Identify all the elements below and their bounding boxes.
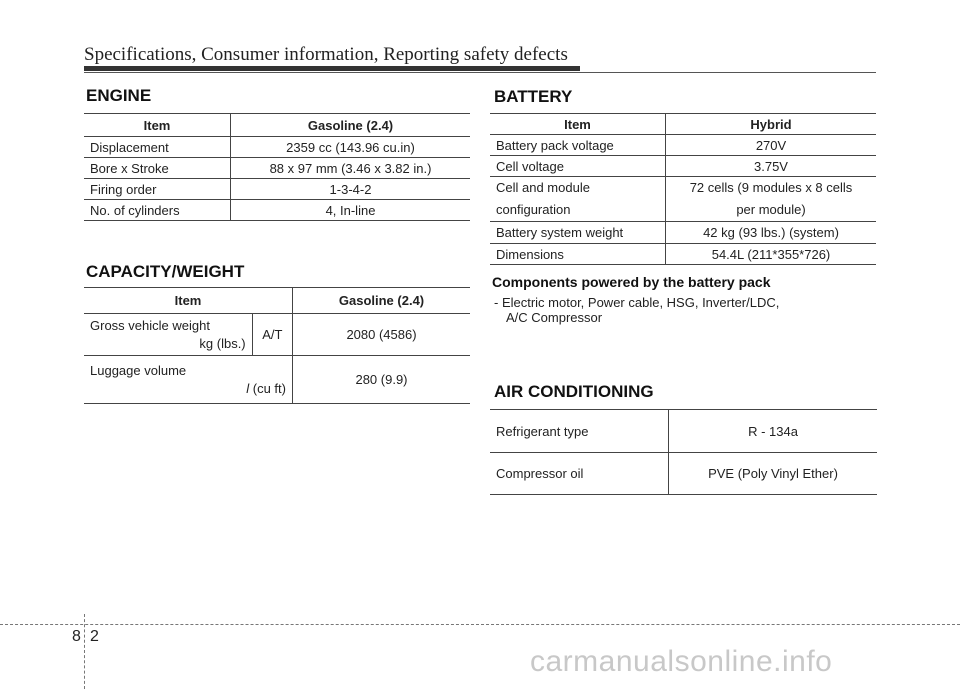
header-rule	[84, 72, 876, 73]
battery-item: Battery pack voltage	[490, 135, 666, 156]
gross-weight-unit: kg (lbs.)	[199, 335, 246, 351]
components-body	[494, 295, 779, 325]
table-row	[490, 244, 876, 265]
components-line: - Electric motor, Power cable, HSG, Inverter/LDC,	[494, 295, 780, 310]
engine-value: 1-3-4-2	[231, 179, 471, 200]
engine-item: Displacement	[84, 137, 231, 158]
battery-item: Dimensions	[490, 244, 666, 265]
page-number: 2	[90, 628, 99, 645]
engine-table	[84, 113, 470, 221]
ac-item: Refrigerant type	[490, 410, 669, 453]
table-row	[490, 222, 876, 244]
luggage-volume-cell	[84, 356, 293, 404]
battery-value-line: 72 cells (9 modules x 8 cells	[689, 180, 853, 195]
battery-value: 270V	[666, 135, 877, 156]
table-row	[84, 158, 470, 179]
battery-item: Battery system weight	[490, 222, 666, 244]
ac-value: PVE (Poly Vinyl Ether)	[669, 453, 878, 495]
ac-table	[490, 409, 877, 495]
table-row	[490, 453, 877, 495]
table-row	[84, 356, 470, 404]
battery-item-line: configuration	[496, 202, 571, 217]
components-line: A/C Compressor	[506, 310, 603, 325]
table-header-row	[84, 114, 470, 137]
gross-weight-value: 2080 (4586)	[293, 314, 471, 356]
litre-symbol: l	[246, 380, 250, 396]
luggage-unit-text: (cu ft)	[252, 380, 286, 396]
watermark: carmanualsonline.info	[530, 645, 833, 678]
table-row	[84, 200, 470, 221]
gross-weight-transmission: A/T	[252, 314, 292, 356]
engine-col-value: Gasoline (2.4)	[231, 114, 471, 137]
capacity-col-value: Gasoline (2.4)	[293, 288, 471, 314]
gross-weight-cell	[84, 314, 252, 356]
battery-item-line: Cell and module	[496, 180, 590, 195]
engine-value: 2359 cc (143.96 cu.in)	[231, 137, 471, 158]
table-row	[84, 314, 470, 356]
capacity-title: CAPACITY/WEIGHT	[86, 262, 245, 281]
luggage-volume-unit	[90, 380, 286, 398]
table-row	[84, 137, 470, 158]
engine-col-item: Item	[84, 114, 231, 137]
battery-value: 42 kg (93 lbs.) (system)	[666, 222, 877, 244]
ac-value: R - 134a	[669, 410, 878, 453]
section-number: 8	[72, 628, 81, 645]
table-header-row	[490, 114, 876, 135]
table-header-row	[84, 288, 470, 314]
battery-item	[490, 177, 666, 222]
ac-item: Compressor oil	[490, 453, 669, 495]
engine-item: No. of cylinders	[84, 200, 231, 221]
engine-item: Bore x Stroke	[84, 158, 231, 179]
page-header-title: Specifications, Consumer information, Reporting safety defects	[84, 44, 568, 65]
engine-item: Firing order	[84, 179, 231, 200]
capacity-col-item: Item	[84, 288, 293, 314]
footer-divider	[84, 614, 85, 689]
battery-value: 54.4L (211*355*726)	[666, 244, 877, 265]
table-row	[490, 410, 877, 453]
capacity-table	[84, 287, 470, 404]
table-row	[84, 179, 470, 200]
battery-title: BATTERY	[494, 87, 573, 106]
luggage-volume-label: Luggage volume	[90, 362, 187, 378]
battery-item: Cell voltage	[490, 156, 666, 177]
battery-value-line: per module)	[736, 202, 806, 217]
battery-col-value: Hybrid	[666, 114, 877, 135]
battery-value: 3.75V	[666, 156, 877, 177]
components-title: Components powered by the battery pack	[492, 274, 771, 290]
gross-weight-label: Gross vehicle weight	[90, 317, 210, 333]
header-bar	[84, 66, 580, 71]
table-row	[490, 177, 876, 222]
luggage-volume-value: 280 (9.9)	[293, 356, 471, 404]
engine-title: ENGINE	[86, 86, 152, 105]
table-row	[490, 156, 876, 177]
battery-col-item: Item	[490, 114, 666, 135]
engine-value: 4, In-line	[231, 200, 471, 221]
ac-title: AIR CONDITIONING	[494, 382, 654, 401]
engine-value: 88 x 97 mm (3.46 x 3.82 in.)	[231, 158, 471, 179]
battery-table	[490, 113, 876, 265]
table-row	[490, 135, 876, 156]
battery-value	[666, 177, 877, 222]
footer-rule	[0, 624, 960, 625]
